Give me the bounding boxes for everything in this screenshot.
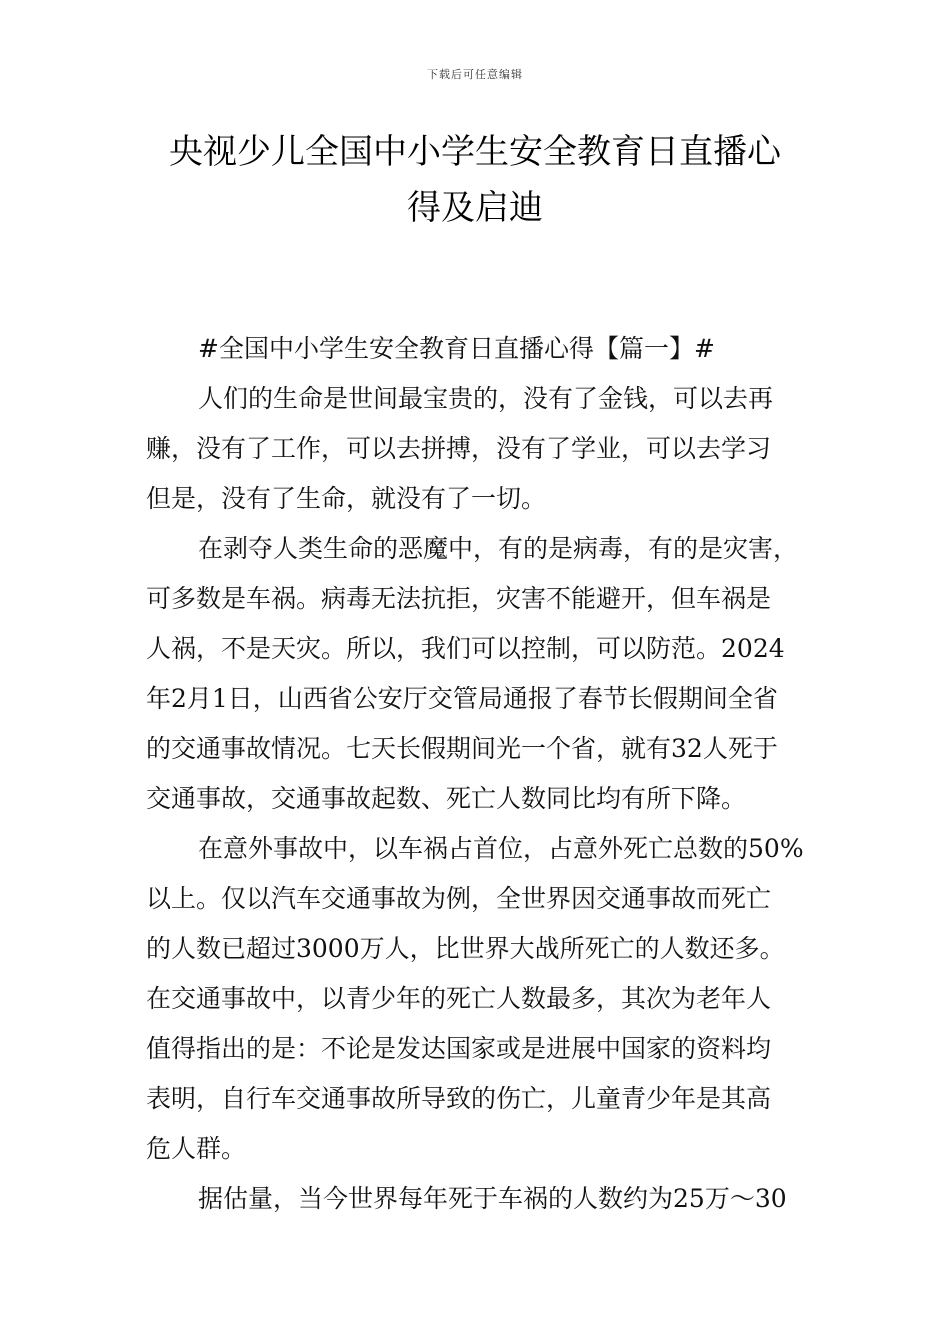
paragraph-line: 在剥夺人类生命的恶魔中，有的是病毒，有的是灾害， (198, 534, 799, 563)
paragraph-line: 人祸，不是天灾。所以，我们可以控制，可以防范。2024 (146, 634, 785, 663)
paragraph-line: 人们的生命是世间最宝贵的，没有了金钱，可以去再 (198, 384, 774, 413)
paragraph-line: 可多数是车祸。病毒无法抗拒，灾害不能避开，但车祸是 (146, 584, 772, 613)
paragraph-line: 赚，没有了工作，可以去拼搏，没有了学业，可以去学习 (146, 434, 772, 463)
paragraph-line: 以上。仅以汽车交通事故为例，全世界因交通事故而死亡 (146, 884, 772, 913)
paragraph-line: 交通事故，交通事故起数、死亡人数同比均有所下降。 (146, 784, 747, 813)
paragraph-line: 表明，自行车交通事故所导致的伤亡，儿童青少年是其高 (146, 1084, 772, 1113)
paragraph-3 (146, 824, 808, 1174)
paragraph-line: 的交通事故情况。七天长假期间光一个省，就有32人死于 (146, 734, 778, 763)
paragraph-line: 但是，没有了生命，就没有了一切。 (146, 484, 547, 513)
header-note: 下载后可任意编辑 (427, 68, 523, 81)
paragraph-2 (146, 524, 808, 824)
document-body (146, 324, 808, 1224)
paragraph-line: 危人群。 (146, 1134, 247, 1163)
section-heading: #全国中小学生安全教育日直播心得【篇一】# (198, 334, 715, 363)
paragraph-1 (146, 374, 808, 524)
paragraph-4 (146, 1174, 808, 1224)
paragraph-line: 据估量，当今世界每年死于车祸的人数约为25万～30 (198, 1184, 787, 1213)
paragraph-line: 年2月1日，山西省公安厅交管局通报了春节长假期间全省 (146, 684, 778, 713)
title-line-2: 得及启迪 (407, 188, 543, 228)
paragraph-line: 在交通事故中，以青少年的死亡人数最多，其次为老年人 (146, 984, 772, 1013)
document-title (120, 124, 830, 236)
paragraph-line: 在意外事故中，以车祸占首位，占意外死亡总数的50% (198, 834, 804, 863)
paragraph-line: 的人数已超过3000万人，比世界大战所死亡的人数还多。 (146, 934, 785, 963)
title-line-1: 央视少儿全国中小学生安全教育日直播心 (169, 132, 781, 172)
paragraph-line: 值得指出的是：不论是发达国家或是进展中国家的资料均 (146, 1034, 772, 1063)
